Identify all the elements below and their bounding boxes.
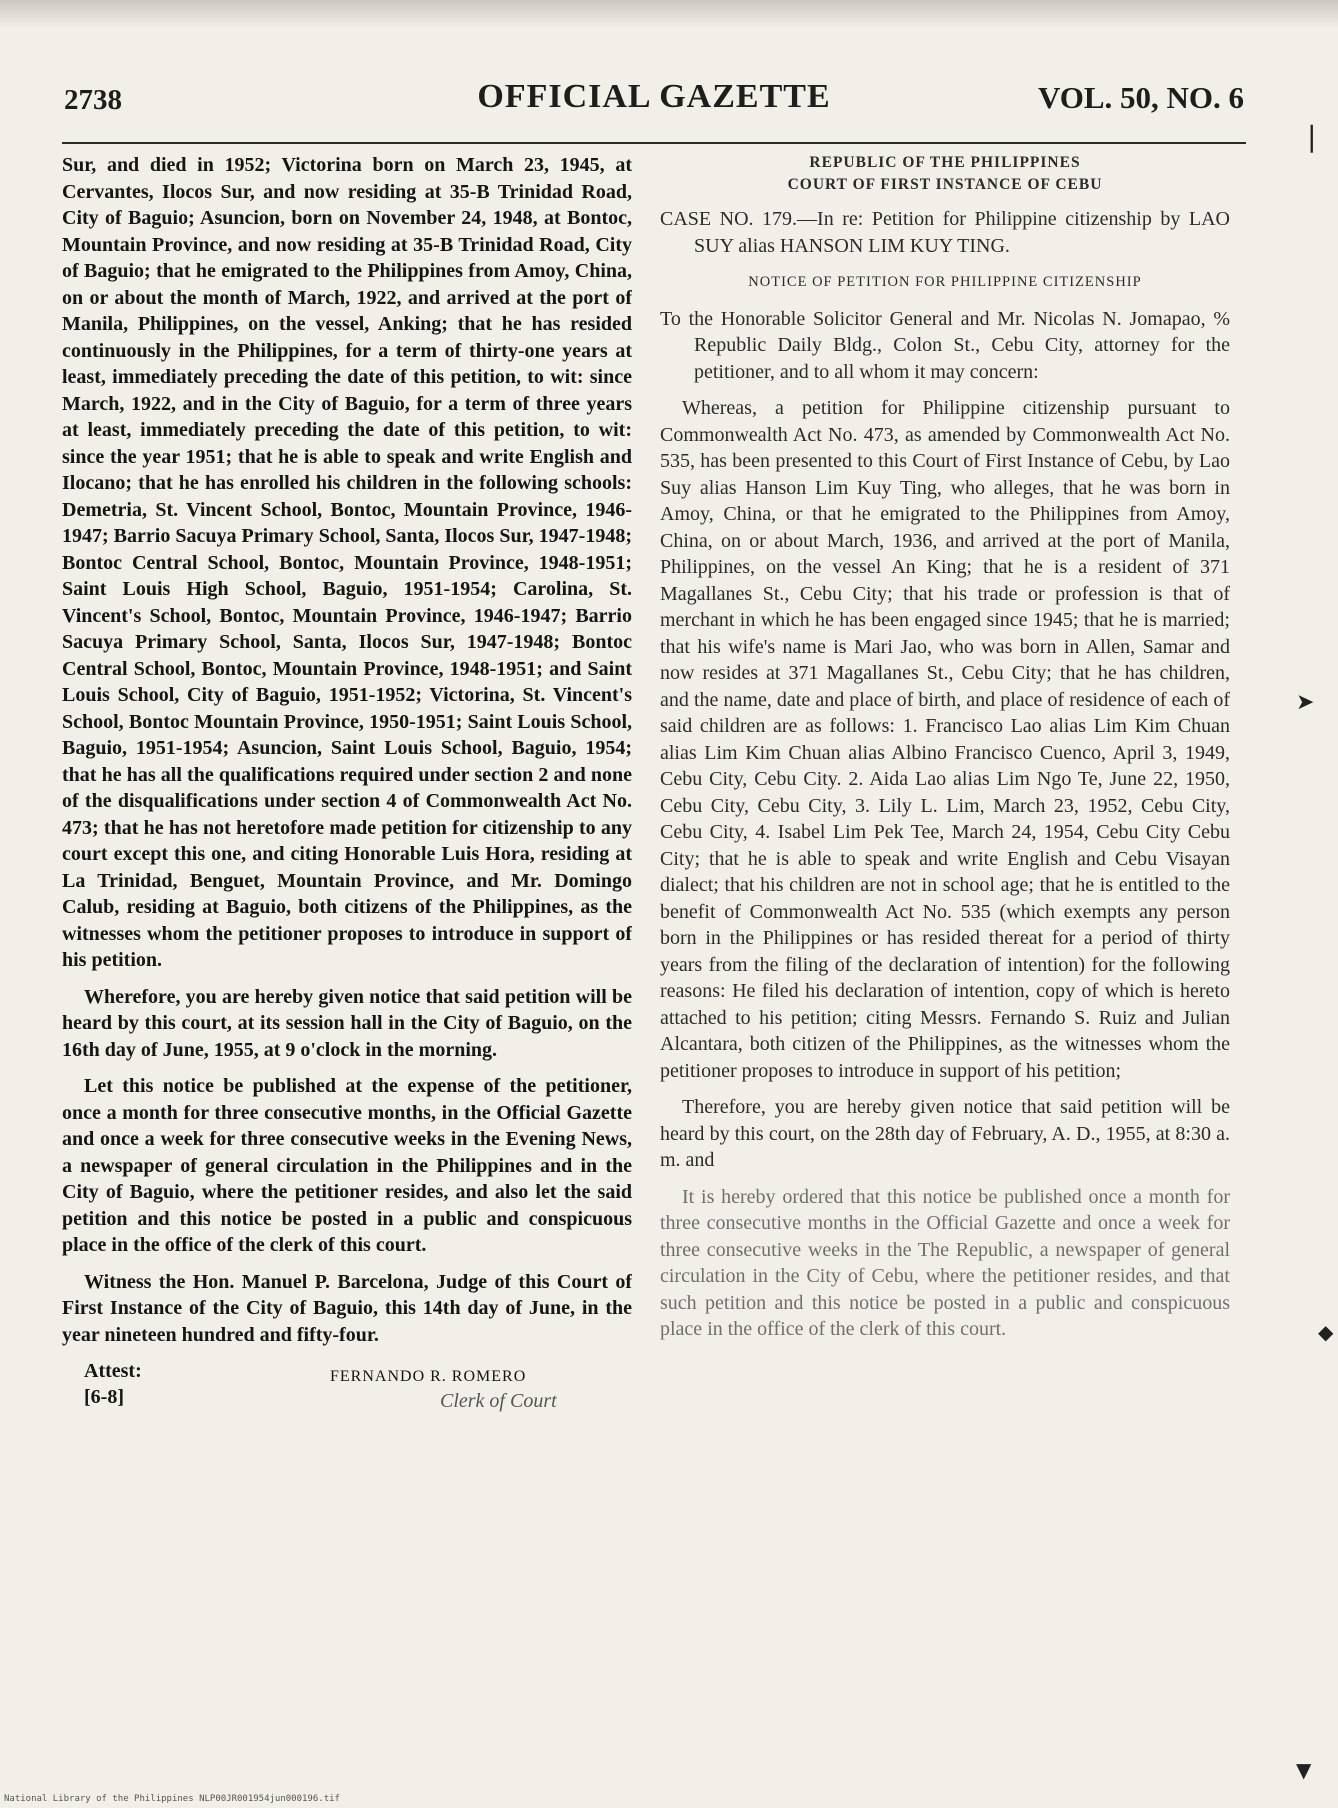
court-heading-line-1: REPUBLIC OF THE PHILIPPINES <box>809 154 1081 171</box>
right-column <box>660 152 1230 1672</box>
page-header <box>64 78 1244 128</box>
left-paragraph-1: Sur, and died in 1952; Victorina born on March 23, 1945, at Cervantes, Ilocos Sur, and now residing at 35-B Trinidad Road, City of Baguio; Asuncion, born on November 24, 1948, at Bontoc, Mountain Province, and now residing at 35-B Trinidad Road, City of Baguio; that he emigrated to the Philippines from Amoy, China, on or about the month of March, 1922, and arrived at the port of Manila, Philippines, on the vessel, Anking; that he has resided continuously in the Philippines, for a term of thirty-one years at least, immediately preceding the date of this petition, to wit: since March, 1922, and in the City of Baguio, for a term of three years at least, immediately preceding the date of this petition, to wit: since the year 1951; that he is able to speak and write English and Ilocano; that he has enrolled his children in the following schools: Demetria, St. Vincent School, Bontoc, Mountain Province, 1946-1947; Barrio Sacuya Primary School, Santa, Ilocos Sur, 1947-1948; Bontoc Central School, Bontoc, Mountain Province, 1948-1951; Saint Louis High School, Baguio, 1951-1954; Carolina, St. Vincent's School, Bontoc, Mountain Province, 1946-1947; Barrio Sacuya Primary School, Santa, Ilocos Sur, 1947-1948; Bontoc Central School, Bontoc, Mountain Province, 1948-1951; and Saint Louis School, City of Baguio, 1951-1952; Victorina, St. Vincent's School, Bontoc Mountain Province, 1950-1951; Saint Louis School, Baguio, 1951-1954; Asuncion, Saint Louis School, Baguio, 1954; that he has all the qualifications required under section 2 and none of the disqualifications under section 4 of Commonwealth Act No. 473; that he has not heretofore made petition for citizenship to any court except this one, and citing Honorable Luis Hora, residing at La Trinidad, Benguet, Mountain Province, and Mr. Domingo Calub, residing at Baguio, both citizens of the Philippines, as the witnesses whom the petitioner proposes to introduce in support of his petition. <box>62 154 632 971</box>
margin-dot-icon: ◆ <box>1318 1320 1334 1344</box>
left-paragraph-4: Witness the Hon. Manuel P. Barcelona, Judge of this Court of First Instance of the City of Baguio, this 14th day of June, in the year nineteen hundred and fifty-four. <box>62 1270 632 1346</box>
margin-mark-icon: ❘ <box>1300 120 1324 153</box>
court-heading-line-2: COURT OF FIRST INSTANCE OF CEBU <box>787 176 1103 193</box>
issue-reference: [6-8] <box>84 1386 124 1408</box>
publication-title: OFFICIAL GAZETTE <box>477 78 831 115</box>
margin-arrow-bottom-icon: ▼ <box>1296 1758 1312 1782</box>
scan-source-label: National Library of the Philippines NLP00JR001954jun000196.tif <box>4 1794 340 1804</box>
signatory-name: FERNANDO R. ROMERO <box>330 1368 527 1385</box>
notice-title: NOTICE OF PETITION FOR PHILIPPINE CITIZENSHIP <box>748 274 1142 290</box>
page-number: 2738 <box>64 84 122 116</box>
case-caption: CASE NO. 179.—In re: Petition for Philippine citizenship by LAO SUY alias HANSON LIM KUY TING. <box>660 208 1230 257</box>
left-column <box>62 152 632 1672</box>
right-paragraph-3: It is hereby ordered that this notice be published once a month for three consecutive months in the Official Gazette and once a week for three consecutive weeks in the The Republic, a newspaper of general circulation in the City of Cebu, where the petitioner resides, and that such petition and this notice be posted in a public and conspicuous place in the office of the clerk of this court. <box>660 1185 1230 1340</box>
header-rule <box>62 142 1246 144</box>
scan-top-shadow <box>0 0 1338 28</box>
signature-block <box>62 1358 632 1416</box>
volume-number: VOL. 50, NO. 6 <box>1037 80 1244 115</box>
margin-arrow-icon: ➤ <box>1296 690 1315 715</box>
right-paragraph-2: Therefore, you are hereby given notice that said petition will be heard by this court, on the 28th day of February, A. D., 1955, at 8:30 a. m. and <box>660 1096 1230 1171</box>
court-heading <box>660 152 1230 196</box>
signatory-title: Clerk of Court <box>440 1390 557 1412</box>
left-paragraph-2: Wherefore, you are hereby given notice that said petition will be heard by this court, at its session hall in the City of Baguio, on the 16th day of June, 1955, at 9 o'clock in the morning. <box>62 985 632 1061</box>
notice-addressees: To the Honorable Solicitor General and Mr. Nicolas N. Jomapao, % Republic Daily Bldg., Colon St., Cebu City, attorney for the petitioner, and to all whom it may concern: <box>660 307 1230 383</box>
right-paragraph-1: Whereas, a petition for Philippine citizenship pursuant to Commonwealth Act No. 473, as amended by Commonwealth Act No. 535, has been presented to this Court of First Instance of Cebu, by Lao Suy alias Hanson Lim Kuy Ting, who alleges, that he was born in Amoy, China, or that he emigrated to the Philippines from Amoy, China, on or about March, 1936, and arrived at the port of Manila, Philippines, on the vessel An King; that he is a resident of 371 Magallanes St., Cebu City; that his trade or profession is that of merchant in which he has been engaged since 1945; that he is married; that his wife's name is Mari Jao, who was born in Allen, Samar and now resides at 371 Magallanes St., Cebu City; that he has children, and the name, date and place of birth, and place of residence of each of said children are as follows: 1. Francisco Lao alias Lim Kim Chuan alias Lim Kim Chuan alias Albino Francisco Cuenco, April 3, 1949, Cebu City, Cebu City. 2. Aida Lao alias Lim Ngo Te, June 22, 1950, Cebu City, Cebu City, 3. Lily L. Lim, March 23, 1952, Cebu City, Cebu City, 4. Isabel Lim Pek Tee, March 24, 1954, Cebu City Cebu City; that he is able to speak and write English and Cebu Visayan dialect; that his children are not in school age; that he is entitled to the benefit of Commonwealth Act No. 535 (which exempts any person born in the Philippines or has resided thereat for a period of thirty years from the filing of the declaration of intention) for the following reasons: He filed his declaration of intention, copy of which is hereto attached to his petition; citing Messrs. Fernando S. Ruiz and Julian Alcantara, both citizen of the Philippines, as the witnesses whom the petitioner proposes to introduce in support of his petition; <box>660 397 1230 1082</box>
left-paragraph-3: Let this notice be published at the expense of the petitioner, once a month for three consecutive months, in the Official Gazette and once a week for three consecutive weeks in the Evening News, a newspaper of general circulation in the Philippines and in the City of Baguio, where the petitioner resides, and also let the said petition and this notice be posted in a public and conspicuous place in the office of the clerk of this court. <box>62 1075 632 1256</box>
attest-label: Attest: <box>84 1360 142 1382</box>
